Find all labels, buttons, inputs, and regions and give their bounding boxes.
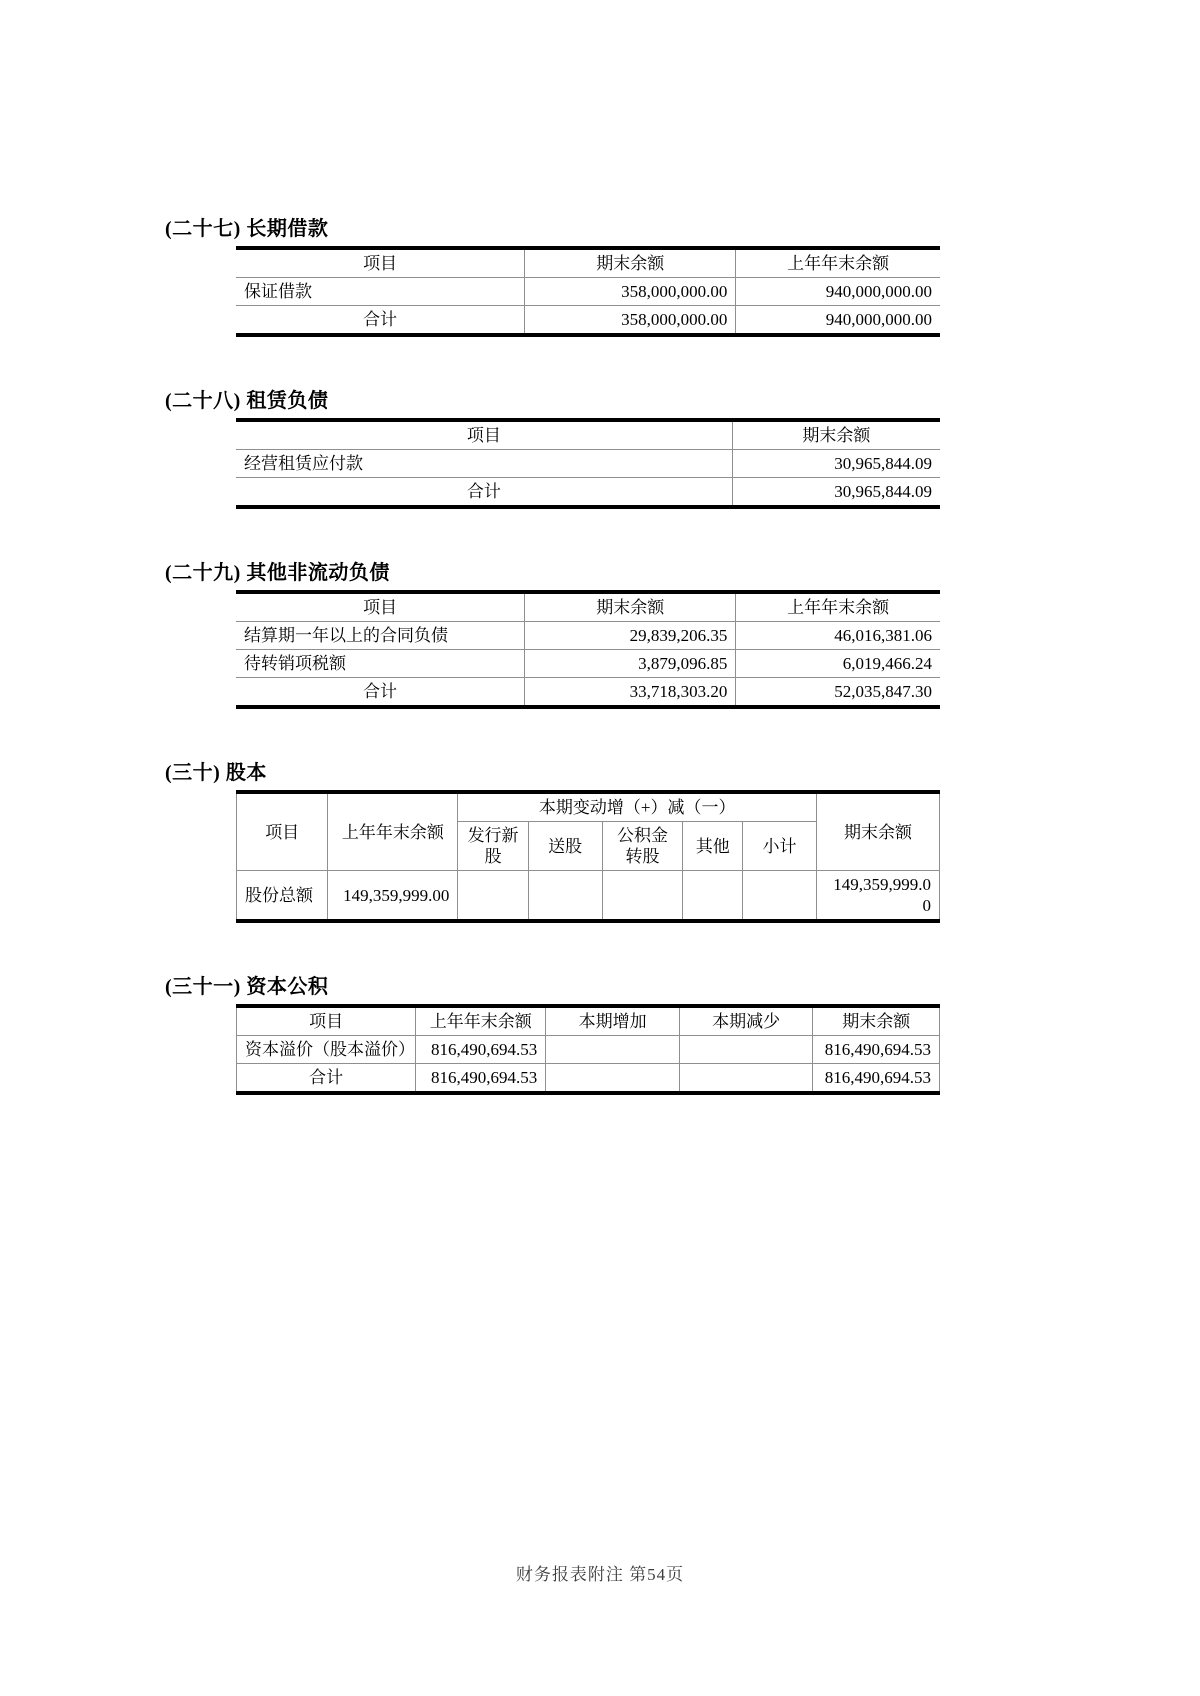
- header-cell: 发行新股: [458, 822, 528, 871]
- value-cell: 149,359,999.00: [328, 871, 458, 922]
- value-cell: 816,490,694.53: [813, 1036, 940, 1064]
- value-cell: 30,965,844.09: [732, 450, 940, 478]
- header-cell: 送股: [528, 822, 602, 871]
- share-capital-table: [236, 790, 940, 923]
- section-title: (三十) 股本: [165, 762, 267, 784]
- header-group-cell: 本期变动增（+）减（一）: [458, 792, 817, 822]
- total-label-cell: 合计: [236, 306, 525, 336]
- section-other-noncurrent-liabilities: [165, 560, 955, 709]
- header-cell: 公积金转股: [602, 822, 683, 871]
- section-long-term-loans: [165, 216, 955, 337]
- header-cell: 上年年末余额: [328, 792, 458, 871]
- other-noncurrent-liabilities-table: [236, 590, 940, 709]
- item-cell: 待转销项税额: [236, 650, 525, 678]
- header-cell: 上年年末余额: [736, 248, 940, 278]
- item-cell: 经营租赁应付款: [236, 450, 732, 478]
- value-cell: 52,035,847.30: [736, 678, 940, 708]
- header-cell: 本期增加: [546, 1006, 680, 1036]
- value-cell: [602, 871, 683, 922]
- total-label-cell: 合计: [236, 678, 525, 708]
- lease-liabilities-table: [236, 418, 940, 509]
- value-cell: [679, 1036, 813, 1064]
- value-cell: 3,879,096.85: [525, 650, 736, 678]
- value-cell: 816,490,694.53: [813, 1064, 940, 1094]
- table-total-row: [236, 306, 940, 336]
- section-lease-liabilities: [165, 388, 955, 509]
- value-cell: 940,000,000.00: [736, 278, 940, 306]
- table-row: [237, 1036, 940, 1064]
- section-title: (二十七) 长期借款: [165, 218, 329, 240]
- value-cell: 33,718,303.20: [525, 678, 736, 708]
- table-row: [236, 622, 940, 650]
- section-title: (三十一) 资本公积: [165, 976, 329, 998]
- long-term-loans-table: [236, 246, 940, 337]
- section-title: (二十八) 租赁负债: [165, 390, 329, 412]
- value-cell: 29,839,206.35: [525, 622, 736, 650]
- value-cell: [683, 871, 743, 922]
- table-header-row: [237, 1006, 940, 1036]
- value-cell: 6,019,466.24: [736, 650, 940, 678]
- capital-reserve-table: [236, 1004, 940, 1095]
- value-cell: [743, 871, 817, 922]
- value-cell: [679, 1064, 813, 1094]
- table-total-row: [237, 1064, 940, 1094]
- item-cell: 结算期一年以上的合同负债: [236, 622, 525, 650]
- item-cell: 资本溢价（股本溢价）: [237, 1036, 416, 1064]
- value-cell: 46,016,381.06: [736, 622, 940, 650]
- value-cell: 940,000,000.00: [736, 306, 940, 336]
- table-header-row: [237, 792, 940, 822]
- table-header-row: [236, 248, 940, 278]
- value-cell: 358,000,000.00: [525, 278, 736, 306]
- page-footer: 财务报表附注 第54页: [515, 1565, 685, 1584]
- header-cell: 期末余额: [525, 592, 736, 622]
- header-cell: 期末余额: [816, 792, 939, 871]
- table-row: [236, 278, 940, 306]
- section-capital-reserve: [165, 974, 955, 1095]
- header-cell: 其他: [683, 822, 743, 871]
- table-row: [236, 450, 940, 478]
- value-cell: [546, 1036, 680, 1064]
- header-cell: 项目: [236, 248, 525, 278]
- table-total-row: [236, 678, 940, 708]
- value-cell: 816,490,694.53: [416, 1064, 546, 1094]
- total-label-cell: 合计: [236, 478, 732, 508]
- section-share-capital: [165, 760, 955, 923]
- value-cell: [528, 871, 602, 922]
- value-cell: 30,965,844.09: [732, 478, 940, 508]
- header-cell: 期末余额: [732, 420, 940, 450]
- header-cell: 项目: [236, 420, 732, 450]
- value-cell: 358,000,000.00: [525, 306, 736, 336]
- total-label-cell: 合计: [237, 1064, 416, 1094]
- header-cell: 本期减少: [679, 1006, 813, 1036]
- value-cell: 149,359,999.00: [816, 871, 939, 922]
- table-header-row: [236, 420, 940, 450]
- item-cell: 股份总额: [237, 871, 328, 922]
- table-row: [237, 871, 940, 922]
- header-cell: 上年年末余额: [416, 1006, 546, 1036]
- header-cell: 上年年末余额: [736, 592, 940, 622]
- header-cell: 项目: [236, 592, 525, 622]
- header-cell: 小计: [743, 822, 817, 871]
- header-cell: 项目: [237, 1006, 416, 1036]
- section-title: (二十九) 其他非流动负债: [165, 562, 390, 584]
- table-total-row: [236, 478, 940, 508]
- header-cell: 项目: [237, 792, 328, 871]
- value-cell: 816,490,694.53: [416, 1036, 546, 1064]
- item-cell: 保证借款: [236, 278, 525, 306]
- table-row: [236, 650, 940, 678]
- header-cell: 期末余额: [525, 248, 736, 278]
- page-content: [165, 216, 955, 1146]
- header-cell: 期末余额: [813, 1006, 940, 1036]
- table-header-row: [236, 592, 940, 622]
- value-cell: [546, 1064, 680, 1094]
- value-cell: [458, 871, 528, 922]
